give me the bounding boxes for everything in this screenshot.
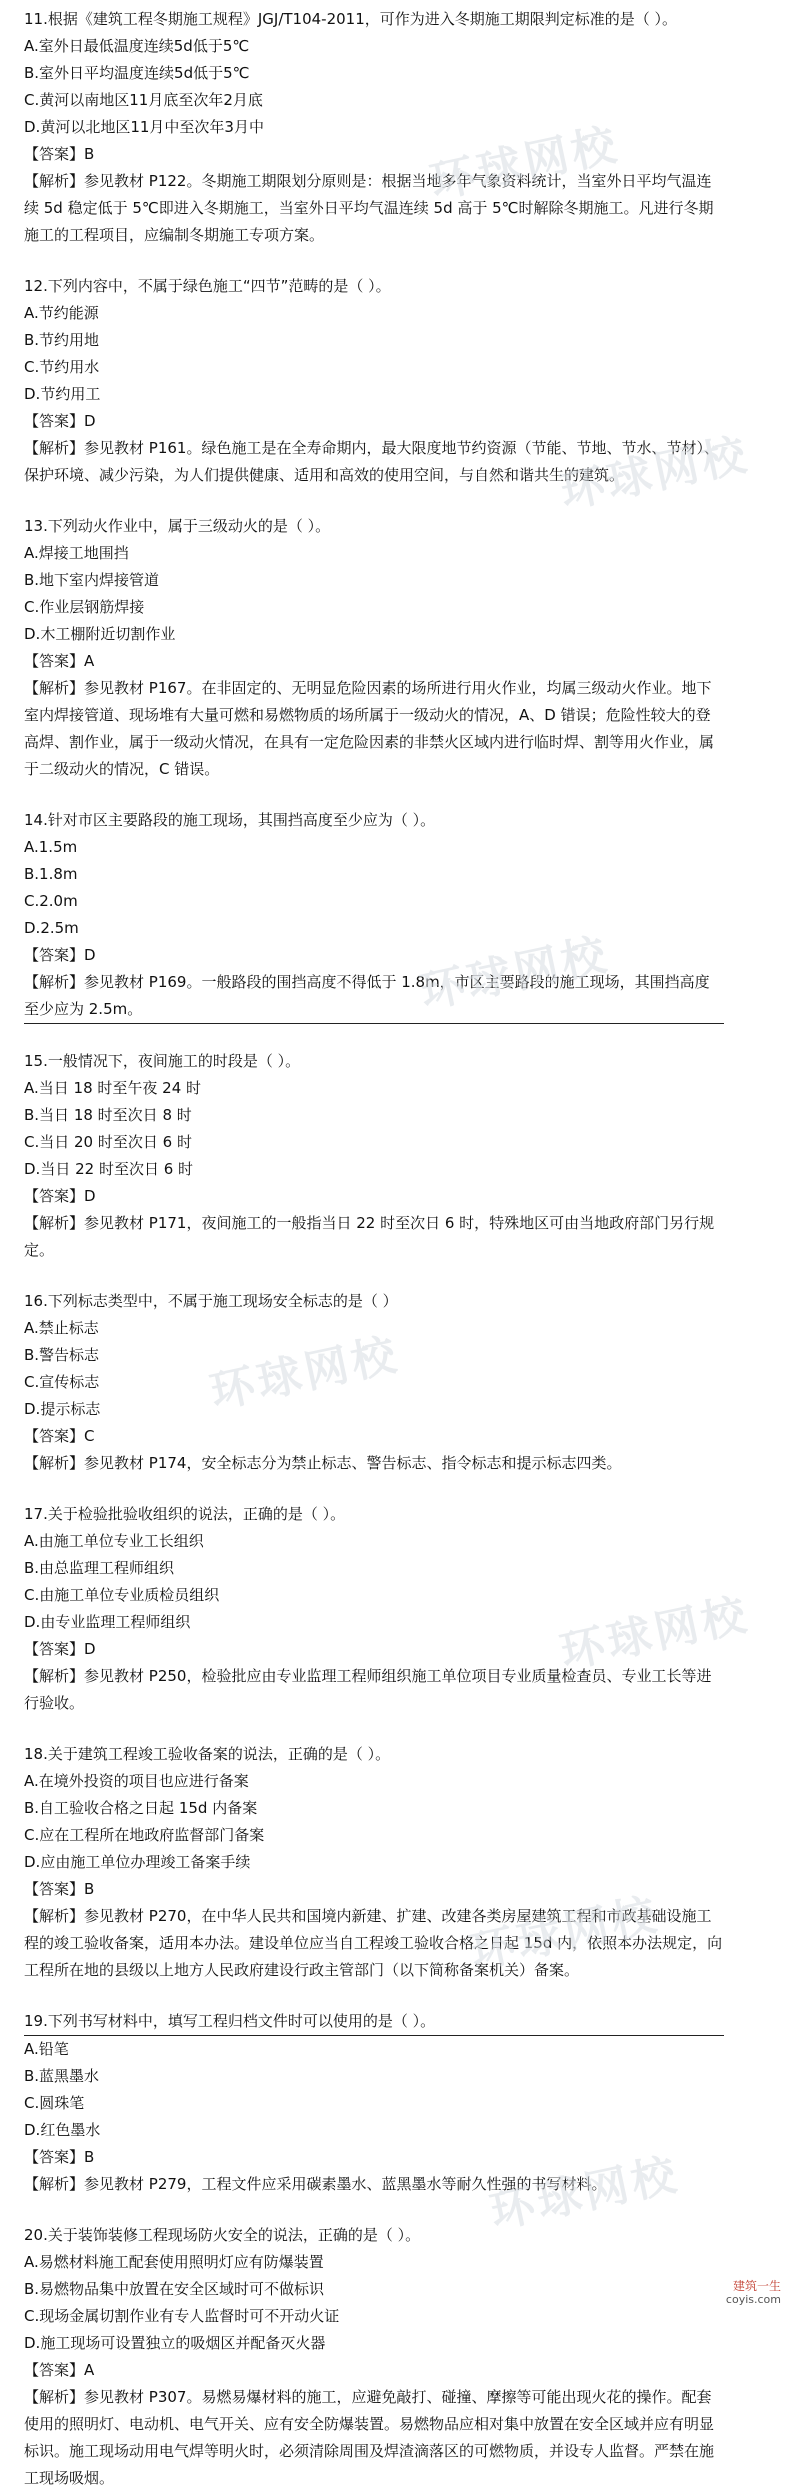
question-stem: 14.针对市区主要路段的施工现场，其围挡高度至少应为（ ）。 xyxy=(24,811,436,829)
option-c: C.由施工单位专业质检员组织 xyxy=(24,1586,220,1604)
corner-logo-url: coyis.com xyxy=(725,2293,781,2306)
option-c: C.应在工程所在地政府监督部门备案 xyxy=(24,1826,265,1844)
analysis: 【解析】参见教材 P250，检验批应由专业监理工程师组织施工单位项目专业质量检查员、专业工长等进行验收。 xyxy=(24,1667,712,1712)
analysis: 【解析】参见教材 P122。冬期施工期限划分原则是：根据当地多年气象资料统计，当室外日平均气温连续 5d 稳定低于 5℃即进入冬期施工，当室外日平均气温连续 5d 高于 5℃时解除冬期施工。凡进行冬期施工的工程项目，应编制冬期施工专项方案。 xyxy=(24,172,714,244)
answer: 【答案】D xyxy=(24,1187,96,1205)
question-stem: 13.下列动火作业中，属于三级动火的是（ ）。 xyxy=(24,517,331,535)
answer: 【答案】B xyxy=(24,1880,95,1898)
analysis: 【解析】参见教材 P270，在中华人民共和国境内新建、扩建、改建各类房屋建筑工程和市政基础设施工程的竣工验收备案，适用本办法。建设单位应当自工程竣工验收合格之日起 15d 内，依照本办法规定，向工程所在地的县级以上地方人民政府建设行政主管部门（以下简称备案机关）备案。 xyxy=(24,1907,723,1979)
option-a: A.在境外投资的项目也应进行备案 xyxy=(24,1772,249,1790)
question-14 xyxy=(24,807,724,1024)
option-d: D.施工现场可设置独立的吸烟区并配备灭火器 xyxy=(24,2334,326,2352)
question-17 xyxy=(24,1501,724,1717)
option-a: A.由施工单位专业工长组织 xyxy=(24,1532,204,1550)
answer: 【答案】A xyxy=(24,2361,95,2379)
corner-logo-name: 建筑一生 xyxy=(732,2279,781,2293)
watermark-logo: 环球网校 xyxy=(555,1588,755,1679)
option-a: A.节约能源 xyxy=(24,304,99,322)
option-d: D.木工棚附近切割作业 xyxy=(24,625,176,643)
option-d: D.应由施工单位办理竣工备案手续 xyxy=(24,1853,251,1871)
question-stem: 17.关于检验批验收组织的说法，正确的是（ ）。 xyxy=(24,1505,346,1523)
option-b: B.节约用地 xyxy=(24,331,100,349)
question-18 xyxy=(24,1741,724,1984)
option-b: B.1.8m xyxy=(24,865,78,883)
option-b: B.蓝黑墨水 xyxy=(24,2067,100,2085)
option-d: D.当日 22 时至次日 6 时 xyxy=(24,1160,194,1178)
option-d: D.2.5m xyxy=(24,919,79,937)
answer: 【答案】D xyxy=(24,946,96,964)
watermark-logo: 环球网校 xyxy=(205,1328,405,1419)
answer: 【答案】B xyxy=(24,145,95,163)
option-c: C.现场金属切割作业有专人监督时可不开动火证 xyxy=(24,2307,340,2325)
question-13 xyxy=(24,513,724,783)
option-c: C.宣传标志 xyxy=(24,1373,100,1391)
document-body xyxy=(24,6,724,2492)
option-b: B.当日 18 时至次日 8 时 xyxy=(24,1106,192,1124)
option-d: D.由专业监理工程师组织 xyxy=(24,1613,191,1631)
option-c: C.作业层钢筋焊接 xyxy=(24,598,145,616)
option-d: D.节约用工 xyxy=(24,385,101,403)
question-12 xyxy=(24,273,724,489)
option-a: A.易燃材料施工配套使用照明灯应有防爆装置 xyxy=(24,2253,324,2271)
watermark-logo: 环球网校 xyxy=(555,428,755,519)
watermark-logo: 环球网校 xyxy=(465,1888,665,1979)
option-c: C.圆珠笔 xyxy=(24,2094,85,2112)
answer: 【答案】D xyxy=(24,1640,96,1658)
option-d: D.红色墨水 xyxy=(24,2121,101,2139)
analysis: 【解析】参见教材 P279，工程文件应采用碳素墨水、蓝黑墨水等耐久性强的书写材料。 xyxy=(24,2175,607,2193)
question-stem: 16.下列标志类型中，不属于施工现场安全标志的是（ ） xyxy=(24,1292,398,1310)
analysis: 【解析】参见教材 P169。一般路段的围挡高度不得低于 1.8m，市区主要路段的施工现场，其围挡高度至少应为 2.5m。 xyxy=(24,969,724,1024)
option-c: C.黄河以南地区11月底至次年2月底 xyxy=(24,91,263,109)
option-a: A.当日 18 时至午夜 24 时 xyxy=(24,1079,202,1097)
option-a: A.禁止标志 xyxy=(24,1319,99,1337)
option-c: C.节约用水 xyxy=(24,358,100,376)
watermark-logo: 环球网校 xyxy=(485,2148,685,2239)
option-b: B.自工验收合格之日起 15d 内备案 xyxy=(24,1799,258,1817)
option-b: B.由总监理工程师组织 xyxy=(24,1559,175,1577)
analysis: 【解析】参见教材 P167。在非固定的、无明显危险因素的场所进行用火作业，均属三级动火作业。地下室内焊接管道、现场堆有大量可燃和易燃物质的场所属于一级动火的情况，A、D 错误；危险性较大的登高焊、割作业，属于一级动火情况，在具有一定危险因素的非禁火区域内进行临时焊、割等用火作业，属于二级动火的情况，C 错误。 xyxy=(24,679,715,778)
question-stem: 11.根据《建筑工程冬期施工规程》JGJ/T104-2011，可作为进入冬期施工期限判定标准的是（ ）。 xyxy=(24,10,678,28)
answer: 【答案】B xyxy=(24,2148,95,2166)
question-19 xyxy=(24,2008,724,2198)
option-d: D.黄河以北地区11月中至次年3月中 xyxy=(24,118,264,136)
question-20 xyxy=(24,2222,724,2492)
option-b: B.警告标志 xyxy=(24,1346,100,1364)
option-a: A.1.5m xyxy=(24,838,78,856)
analysis: 【解析】参见教材 P161。绿色施工是在全寿命期内，最大限度地节约资源（节能、节地、节水、节材）、保护环境、减少污染，为人们提供健康、适用和高效的使用空间，与自然和谐共生的建筑。 xyxy=(24,439,719,484)
question-11 xyxy=(24,6,724,249)
question-stem: 18.关于建筑工程竣工验收备案的说法，正确的是（ ）。 xyxy=(24,1745,391,1763)
question-stem: 12.下列内容中，不属于绿色施工“四节”范畴的是（ ）。 xyxy=(24,277,391,295)
option-a: A.铅笔 xyxy=(24,2040,69,2058)
analysis: 【解析】参见教材 P174，安全标志分为禁止标志、警告标志、指令标志和提示标志四类。 xyxy=(24,1454,622,1472)
answer: 【答案】A xyxy=(24,652,95,670)
question-stem: 20.关于装饰装修工程现场防火安全的说法，正确的是（ ）。 xyxy=(24,2226,421,2244)
option-c: C.当日 20 时至次日 6 时 xyxy=(24,1133,192,1151)
question-stem: 15.一般情况下，夜间施工的时段是（ ）。 xyxy=(24,1052,301,1070)
question-15 xyxy=(24,1048,724,1264)
question-16 xyxy=(24,1288,724,1477)
option-d: D.提示标志 xyxy=(24,1400,101,1418)
option-b: B.易燃物品集中放置在安全区域时可不做标识 xyxy=(24,2280,325,2298)
option-a: A.焊接工地围挡 xyxy=(24,544,129,562)
answer: 【答案】D xyxy=(24,412,96,430)
watermark-logo: 环球网校 xyxy=(425,118,625,209)
option-b: B.地下室内焊接管道 xyxy=(24,571,160,589)
option-a: A.室外日最低温度连续5d低于5℃ xyxy=(24,37,250,55)
answer: 【答案】C xyxy=(24,1427,95,1445)
question-stem: 19.下列书写材料中，填写工程归档文件时可以使用的是（ ）。 xyxy=(24,2008,724,2036)
option-c: C.2.0m xyxy=(24,892,78,910)
option-b: B.室外日平均温度连续5d低于5℃ xyxy=(24,64,250,82)
watermark-logo: 环球网校 xyxy=(415,928,615,1019)
analysis: 【解析】参见教材 P171，夜间施工的一般指当日 22 时至次日 6 时，特殊地区可由当地政府部门另行规定。 xyxy=(24,1214,715,1259)
corner-logo xyxy=(726,2279,781,2307)
analysis: 【解析】参见教材 P307。易燃易爆材料的施工，应避免敲打、碰撞、摩擦等可能出现火花的操作。配套使用的照明灯、电动机、电气开关、应有安全防爆装置。易燃物品应相对集中放置在安全区域并应有明显标识。施工现场动用电气焊等明火时，必须清除周围及焊渣滴落区的可燃物质，并设专人监督。严禁在施工现场吸烟。 xyxy=(24,2388,715,2487)
